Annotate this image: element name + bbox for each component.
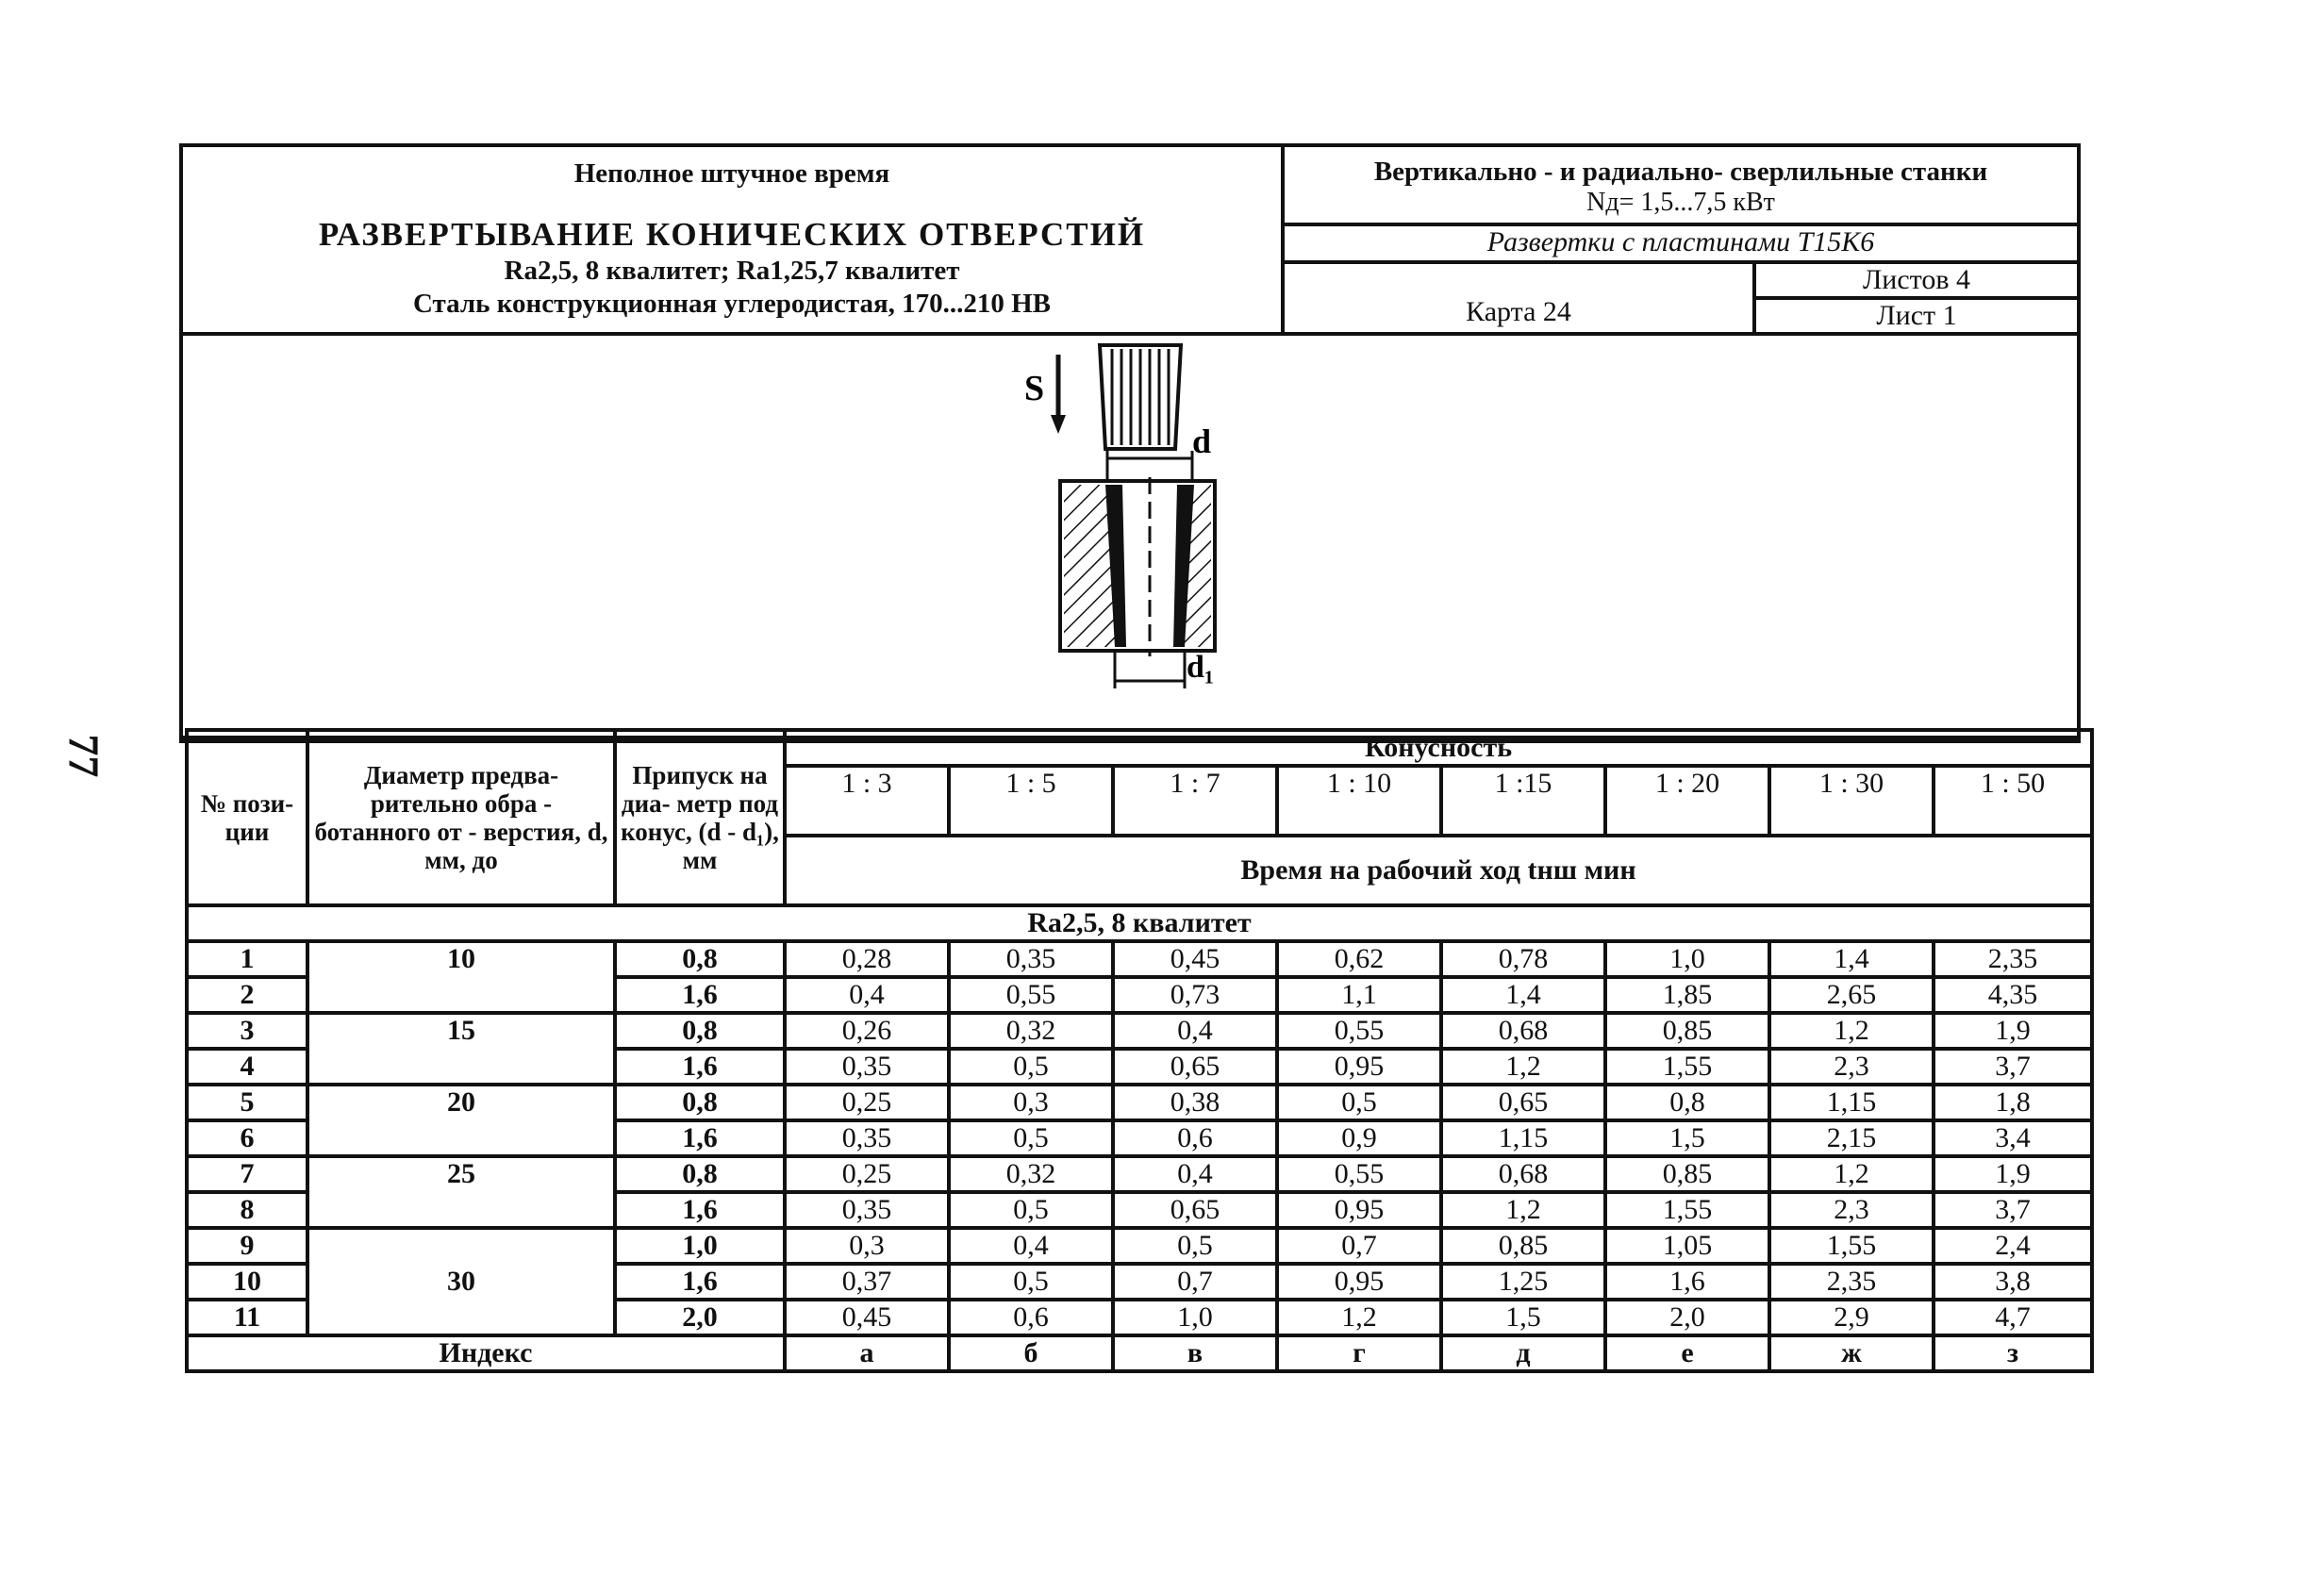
cell: 2,65 bbox=[1769, 977, 1934, 1013]
taper-header: Конусность bbox=[785, 730, 2092, 766]
cell: 0,5 bbox=[949, 1049, 1113, 1085]
cell: 0,5 bbox=[1277, 1085, 1441, 1120]
cell: 0,7 bbox=[1277, 1228, 1441, 1264]
cell: 0,65 bbox=[1441, 1085, 1605, 1120]
cell: 0,45 bbox=[1113, 941, 1277, 977]
row-number: 3 bbox=[187, 1013, 307, 1049]
index-cell: г bbox=[1277, 1335, 1441, 1371]
table-row bbox=[187, 1085, 2092, 1120]
header-title: РАЗВЕРТЫВАНИЕ КОНИЧЕСКИХ ОТВЕРСТИЙ bbox=[318, 216, 1146, 253]
cell: 0,62 bbox=[1277, 941, 1441, 977]
index-cell: з bbox=[1934, 1335, 2092, 1371]
feed-arrow bbox=[1051, 355, 1066, 434]
row-diameter: 25 bbox=[307, 1156, 615, 1228]
cell: 0,78 bbox=[1441, 941, 1605, 977]
row-allowance: 0,8 bbox=[615, 1013, 785, 1049]
cell: 3,4 bbox=[1934, 1120, 2092, 1156]
row-diameter: 10 bbox=[307, 941, 615, 1013]
cell: 1,0 bbox=[1605, 941, 1769, 977]
cell: 0,26 bbox=[785, 1013, 949, 1049]
col-diameter: Диаметр предва- рительно обра - ботанного от - верстия, d, мм, до bbox=[307, 730, 615, 905]
cell: 0,8 bbox=[1605, 1085, 1769, 1120]
cell: 0,28 bbox=[785, 941, 949, 977]
machine-box bbox=[1285, 147, 2077, 226]
row-number: 2 bbox=[187, 977, 307, 1013]
cell: 1,25 bbox=[1441, 1264, 1605, 1300]
cell: 0,32 bbox=[949, 1156, 1113, 1192]
table-row bbox=[187, 1013, 2092, 1049]
row-allowance: 1,6 bbox=[615, 977, 785, 1013]
row-number: 4 bbox=[187, 1049, 307, 1085]
table-row bbox=[187, 1156, 2092, 1192]
row-allowance: 1,6 bbox=[615, 1049, 785, 1085]
dimension-d1-label: d₁ bbox=[1187, 650, 1215, 685]
cell: 1,55 bbox=[1605, 1049, 1769, 1085]
reamer-tool bbox=[1100, 345, 1181, 449]
cell: 0,5 bbox=[949, 1192, 1113, 1228]
row-allowance: 1,6 bbox=[615, 1120, 785, 1156]
cell: 0,85 bbox=[1605, 1156, 1769, 1192]
row-allowance: 0,8 bbox=[615, 1085, 785, 1120]
index-cell: е bbox=[1605, 1335, 1769, 1371]
header-subtitle: Неполное штучное время bbox=[573, 158, 890, 189]
taper-6: 1 : 20 bbox=[1605, 766, 1769, 836]
row-allowance: 1,6 bbox=[615, 1192, 785, 1228]
cell: 1,9 bbox=[1934, 1013, 2092, 1049]
cell: 0,37 bbox=[785, 1264, 949, 1300]
cell: 0,6 bbox=[949, 1300, 1113, 1335]
col-position: № пози- ции bbox=[187, 730, 307, 905]
index-cell: б bbox=[949, 1335, 1113, 1371]
cell: 1,4 bbox=[1441, 977, 1605, 1013]
index-label: Индекс bbox=[187, 1335, 785, 1371]
cell: 1,2 bbox=[1769, 1156, 1934, 1192]
cell: 0,85 bbox=[1441, 1228, 1605, 1264]
cell: 0,55 bbox=[949, 977, 1113, 1013]
row-allowance: 0,8 bbox=[615, 1156, 785, 1192]
header-material: Сталь конструкционная углеродистая, 170...210 НВ bbox=[412, 289, 1052, 319]
sheet-number: Лист 1 bbox=[1876, 300, 1957, 331]
cell: 1,2 bbox=[1769, 1013, 1934, 1049]
figure-area bbox=[183, 336, 2077, 739]
cell: 0,4 bbox=[1113, 1156, 1277, 1192]
reamer-diagram bbox=[183, 336, 2079, 736]
row-allowance: 0,8 bbox=[615, 941, 785, 977]
cell: 0,25 bbox=[785, 1085, 949, 1120]
cell: 1,5 bbox=[1441, 1300, 1605, 1335]
cell: 0,32 bbox=[949, 1013, 1113, 1049]
cell: 2,15 bbox=[1769, 1120, 1934, 1156]
cell: 0,65 bbox=[1113, 1192, 1277, 1228]
cell: 2,35 bbox=[1934, 941, 2092, 977]
cell: 3,8 bbox=[1934, 1264, 2092, 1300]
cell: 4,7 bbox=[1934, 1300, 2092, 1335]
cell: 0,35 bbox=[949, 941, 1113, 977]
time-table bbox=[185, 728, 2094, 1373]
cell: 2,35 bbox=[1769, 1264, 1934, 1300]
row-diameter: 15 bbox=[307, 1013, 615, 1085]
col-allowance: Припуск на диа- метр под конус, (d - d₁), мм bbox=[615, 730, 785, 905]
machine-power: Nд= 1,5...7,5 кВт bbox=[1586, 188, 1775, 217]
cell: 0,73 bbox=[1113, 977, 1277, 1013]
cell: 1,4 bbox=[1769, 941, 1934, 977]
table-row bbox=[187, 941, 2092, 977]
row-number: 11 bbox=[187, 1300, 307, 1335]
cell: 0,4 bbox=[1113, 1013, 1277, 1049]
cell: 1,2 bbox=[1441, 1192, 1605, 1228]
cell: 1,2 bbox=[1441, 1049, 1605, 1085]
index-cell: д bbox=[1441, 1335, 1605, 1371]
sheets-total: Листов 4 bbox=[1756, 264, 2077, 300]
taper-1: 1 : 3 bbox=[785, 766, 949, 836]
taper-4: 1 : 10 bbox=[1277, 766, 1441, 836]
cell: 0,3 bbox=[949, 1085, 1113, 1120]
sheet-info bbox=[1756, 264, 2077, 332]
tool-type: Развертки с пластинами Т15К6 bbox=[1285, 226, 2077, 264]
cell: 1,1 bbox=[1277, 977, 1441, 1013]
cell: 0,95 bbox=[1277, 1264, 1441, 1300]
header-roughness: Ra2,5, 8 квалитет; Ra1,25,7 квалитет bbox=[504, 256, 960, 286]
cell: 1,2 bbox=[1277, 1300, 1441, 1335]
cell: 0,4 bbox=[949, 1228, 1113, 1264]
row-number: 1 bbox=[187, 941, 307, 977]
cell: 1,55 bbox=[1605, 1192, 1769, 1228]
cell: 3,7 bbox=[1934, 1192, 2092, 1228]
taper-8: 1 : 50 bbox=[1934, 766, 2092, 836]
cell: 0,38 bbox=[1113, 1085, 1277, 1120]
cell: 1,0 bbox=[1113, 1300, 1277, 1335]
taper-5: 1 :15 bbox=[1441, 766, 1605, 836]
cell: 1,15 bbox=[1769, 1085, 1934, 1120]
header-right bbox=[1285, 147, 2077, 332]
cell: 1,05 bbox=[1605, 1228, 1769, 1264]
cell: 0,35 bbox=[785, 1049, 949, 1085]
cell: 2,9 bbox=[1769, 1300, 1934, 1335]
cell: 1,15 bbox=[1441, 1120, 1605, 1156]
cell: 1,6 bbox=[1605, 1264, 1769, 1300]
cell: 0,25 bbox=[785, 1156, 949, 1192]
row-allowance: 2,0 bbox=[615, 1300, 785, 1335]
cell: 0,55 bbox=[1277, 1013, 1441, 1049]
cell: 0,7 bbox=[1113, 1264, 1277, 1300]
header-left bbox=[183, 147, 1285, 332]
cell: 2,3 bbox=[1769, 1192, 1934, 1228]
index-cell: ж bbox=[1769, 1335, 1934, 1371]
sheet-frame bbox=[179, 143, 2081, 743]
dimension-d-label: d bbox=[1192, 423, 1212, 460]
workpiece bbox=[1060, 477, 1215, 656]
cell: 0,3 bbox=[785, 1228, 949, 1264]
cell: 0,85 bbox=[1605, 1013, 1769, 1049]
card-info bbox=[1285, 264, 2077, 332]
cell: 1,9 bbox=[1934, 1156, 2092, 1192]
cell: 0,9 bbox=[1277, 1120, 1441, 1156]
feed-label: S bbox=[1024, 369, 1045, 408]
row-allowance: 1,0 bbox=[615, 1228, 785, 1264]
card-number: Карта 24 bbox=[1285, 264, 1756, 332]
row-number: 9 bbox=[187, 1228, 307, 1264]
machine-type: Вертикально - и радиально- сверлильные станки bbox=[1373, 157, 1988, 187]
cell: 0,65 bbox=[1113, 1049, 1277, 1085]
index-cell: в bbox=[1113, 1335, 1277, 1371]
row-diameter: 30 bbox=[307, 1228, 615, 1335]
cell: 2,3 bbox=[1769, 1049, 1934, 1085]
row-number: 7 bbox=[187, 1156, 307, 1192]
cell: 0,6 bbox=[1113, 1120, 1277, 1156]
taper-7: 1 : 30 bbox=[1769, 766, 1934, 836]
cell: 0,55 bbox=[1277, 1156, 1441, 1192]
section-header: Ra2,5, 8 квалитет bbox=[187, 905, 2092, 941]
cell: 0,95 bbox=[1277, 1192, 1441, 1228]
index-cell: а bbox=[785, 1335, 949, 1371]
cell: 0,5 bbox=[949, 1264, 1113, 1300]
cell: 2,0 bbox=[1605, 1300, 1769, 1335]
cell: 0,35 bbox=[785, 1192, 949, 1228]
index-row bbox=[187, 1335, 2092, 1371]
cell: 1,85 bbox=[1605, 977, 1769, 1013]
row-diameter: 20 bbox=[307, 1085, 615, 1156]
row-number: 10 bbox=[187, 1264, 307, 1300]
cell: 1,55 bbox=[1769, 1228, 1934, 1264]
cell: 4,35 bbox=[1934, 977, 2092, 1013]
cell: 0,45 bbox=[785, 1300, 949, 1335]
cell: 0,35 bbox=[785, 1120, 949, 1156]
row-number: 6 bbox=[187, 1120, 307, 1156]
time-header: Время на рабочий ход tнш мин bbox=[785, 836, 2092, 905]
taper-2: 1 : 5 bbox=[949, 766, 1113, 836]
row-number: 8 bbox=[187, 1192, 307, 1228]
cell: 3,7 bbox=[1934, 1049, 2092, 1085]
cell: 0,68 bbox=[1441, 1013, 1605, 1049]
cell: 0,5 bbox=[1113, 1228, 1277, 1264]
row-allowance: 1,6 bbox=[615, 1264, 785, 1300]
header bbox=[183, 147, 2077, 336]
row-number: 5 bbox=[187, 1085, 307, 1120]
cell: 0,95 bbox=[1277, 1049, 1441, 1085]
cell: 1,5 bbox=[1605, 1120, 1769, 1156]
table-row bbox=[187, 1228, 2092, 1264]
page-number: 77 bbox=[59, 734, 108, 778]
taper-3: 1 : 7 bbox=[1113, 766, 1277, 836]
cell: 1,8 bbox=[1934, 1085, 2092, 1120]
cell: 2,4 bbox=[1934, 1228, 2092, 1264]
cell: 0,4 bbox=[785, 977, 949, 1013]
cell: 0,5 bbox=[949, 1120, 1113, 1156]
cell: 0,68 bbox=[1441, 1156, 1605, 1192]
